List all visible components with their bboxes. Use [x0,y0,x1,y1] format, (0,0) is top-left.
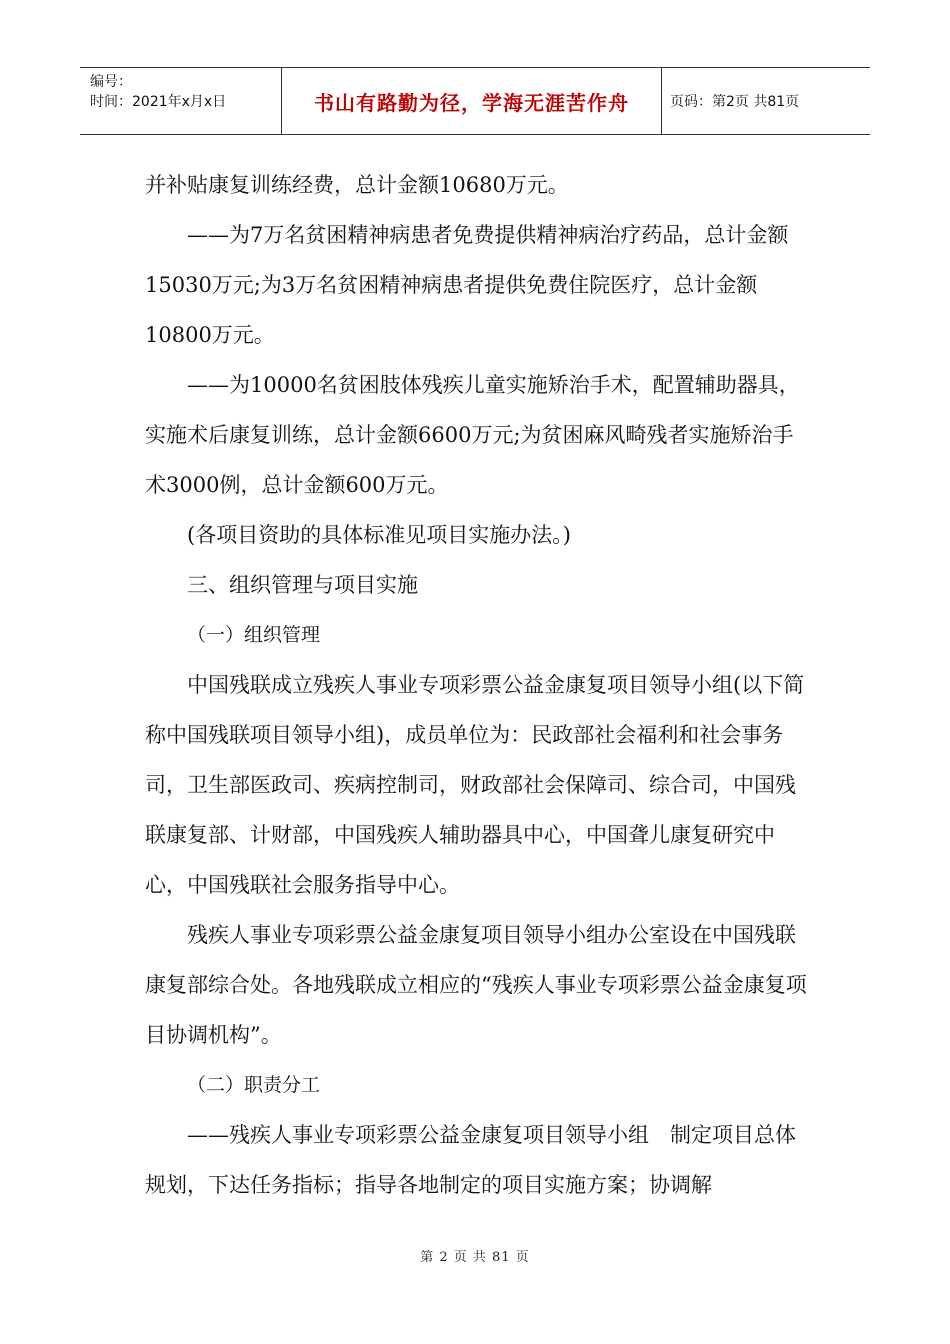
header-motto-cell [282,68,662,134]
paragraph-2: ——为7万名贫困精神病患者免费提供精神病治疗药品，总计金额15030万元;为3万名贫困精神病患者提供免费住院医疗，总计金额10800万元。 [145,223,789,347]
section-heading-3: 三、组织管理与项目实施 [187,573,418,597]
subsection-heading-1: （一）组织管理 [187,624,321,646]
header-page-info: 页码：第2页 共81页 [670,94,800,110]
serial-label: 编号： [90,74,132,90]
time-label: 时间：2021年x月x日 [90,94,227,110]
paragraph-3: ——为10000名贫困肢体残疾儿童实施矫治手术，配置辅助器具，实施术后康复训练，总计金额6600万元;为贫困麻风畸残者实施矫治手术3000例，总计金额600万元。 [145,373,800,497]
paragraph-4: (各项目资助的具体标准见项目实施办法。) [187,523,571,547]
paragraph-7: ——残疾人事业专项彩票公益金康复项目领导小组 制定项目总体规划，下达任务指标；指导各地制定的项目实施方案；协调解 [145,1123,796,1197]
subsection-heading-2: （二）职责分工 [187,1074,321,1096]
paragraph-1: 并补贴康复训练经费，总计金额10680万元。 [145,173,569,197]
document-header [80,67,870,135]
header-motto: 书山有路勤为径，学海无涯苦作舟 [314,90,629,115]
page-footer: 第 2 页 共 81 页 [420,1250,530,1265]
paragraph-6: 残疾人事业专项彩票公益金康复项目领导小组办公室设在中国残联康复部综合处。各地残联成立相应的“残疾人事业专项彩票公益金康复项目协调机构”。 [145,923,807,1047]
header-page-info-cell [662,68,870,134]
document-body [145,160,810,1210]
paragraph-5: 中国残联成立残疾人事业专项彩票公益金康复项目领导小组(以下简称中国残联项目领导小组)，成员单位为：民政部社会福利和社会事务司，卫生部医政司、疾病控制司，财政部社会保障司、综合司，中国残联康复部、计财部，中国残疾人辅助器具中心，中国聋儿康复研究中心，中国残联社会服务指导中心。 [145,673,805,897]
header-meta [80,68,282,134]
